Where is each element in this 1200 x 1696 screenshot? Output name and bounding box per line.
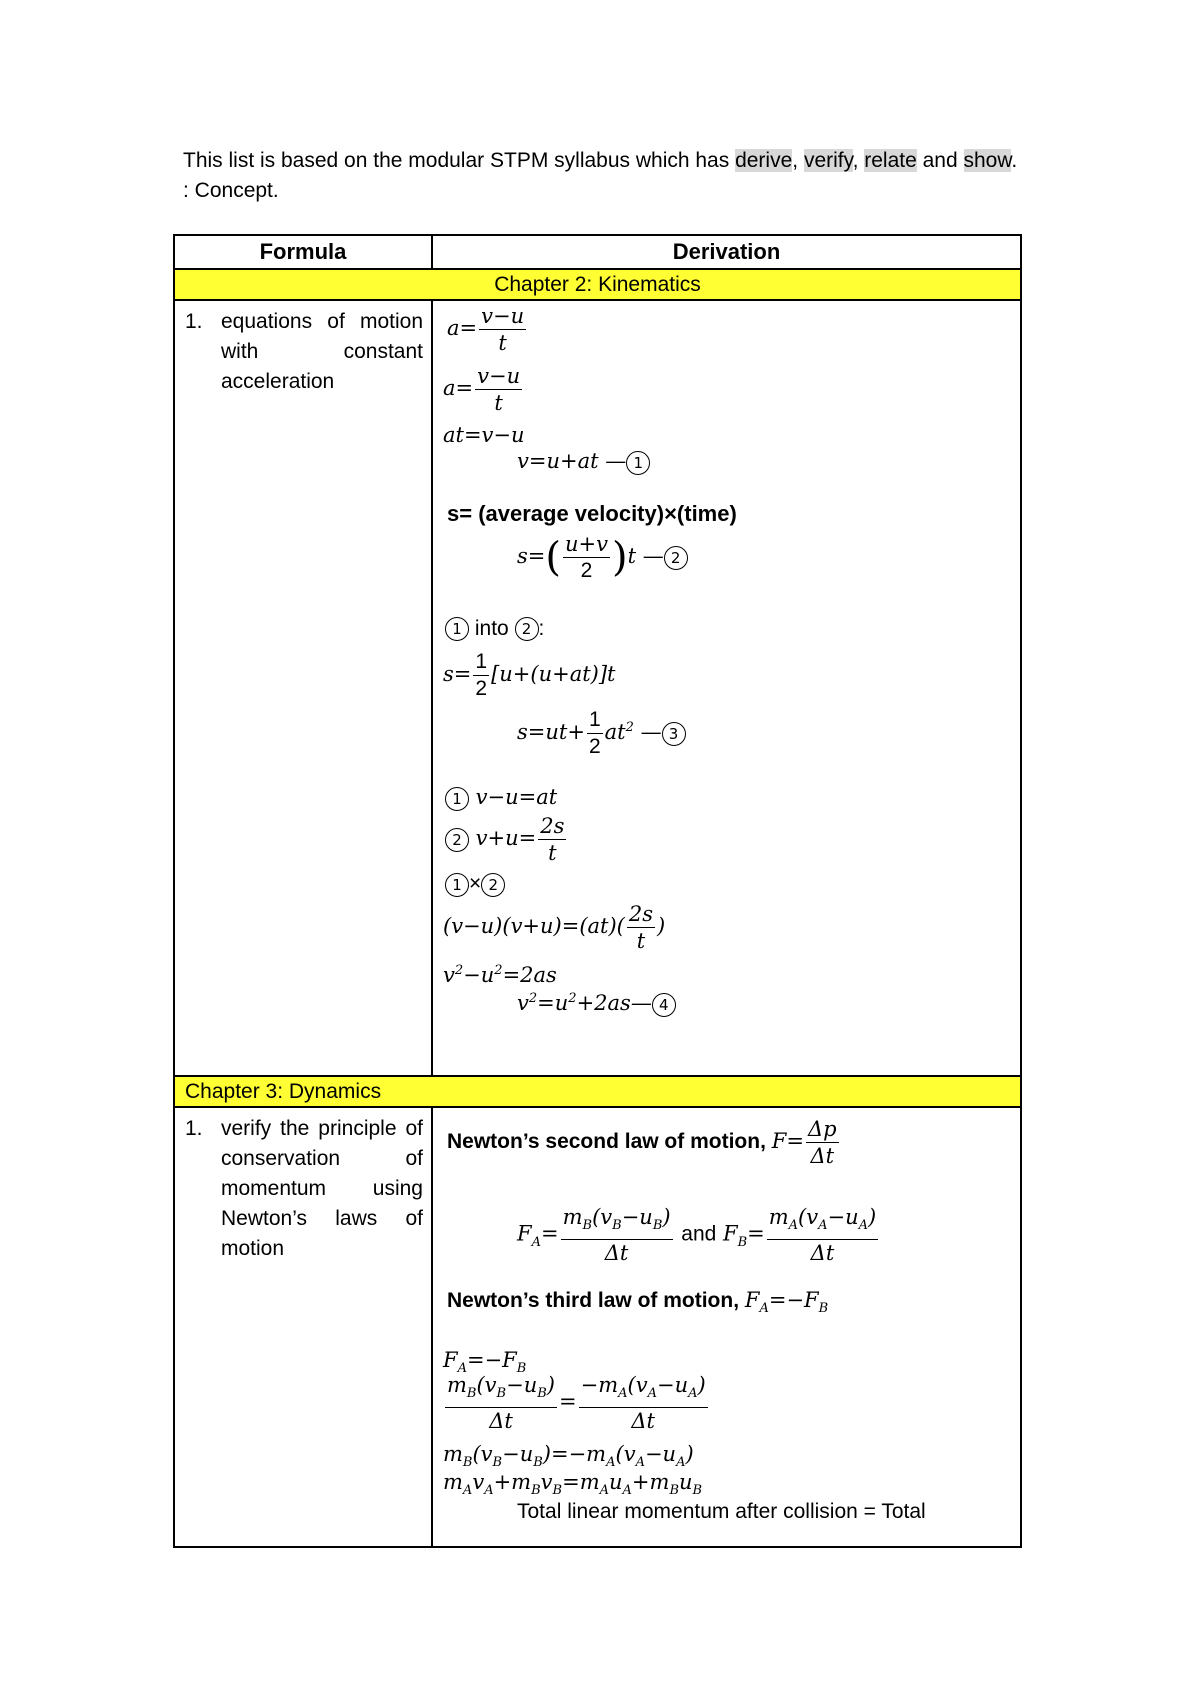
item-text: verify the principle of conservation of momentum using Newton’s laws of motion <box>221 1117 423 1260</box>
second-law-text: Newton’s second law of motion, <box>447 1130 766 1153</box>
formula-cell-kinematics <box>174 300 432 1076</box>
derivation-header: Derivation <box>432 235 1021 269</box>
circled-2-icon: 2 <box>481 873 505 897</box>
circled-3-icon: 3 <box>662 722 686 746</box>
second-law-line: Newton’s second law of motion, F= $\frac{\Delta p}{\Delta t}$ <box>447 1117 837 1168</box>
equation: $m_Av_A+m_Bv_B=m_Au_A+m_Bu_B$ <box>443 1470 703 1499</box>
substitution-line <box>445 617 544 641</box>
chapter-3-heading: Chapter 3: Dynamics <box>174 1076 1021 1107</box>
derivation-cell-dynamics <box>432 1107 1021 1547</box>
chapter-2-heading: Chapter 2: Kinematics <box>174 269 1021 300</box>
circled-4-icon: 4 <box>652 993 676 1017</box>
item-text: equations of motion with constant acceleration <box>221 310 423 393</box>
formula-table <box>173 234 1022 1548</box>
equation: a= $\frac{v-u}{t}$ <box>447 304 525 355</box>
equation: (v−u)(v+u)=(at)( $\frac{2s}{t}$ ) <box>443 902 666 953</box>
circled-2-icon: 2 <box>515 617 539 641</box>
into-text: into <box>474 617 509 640</box>
derivation-cell-kinematics <box>432 300 1021 1076</box>
equation-3: s=ut+ $\frac{1}{2}$ $at^2$ — 3 <box>517 707 686 760</box>
circled-2-icon: 2 <box>445 828 469 852</box>
formula-header: Formula <box>174 235 432 269</box>
intro-separator: , <box>792 149 804 172</box>
keyword-relate: relate <box>864 149 917 172</box>
concept-label: : Concept. <box>183 179 279 202</box>
equation: $\frac{m_B(v_B-u_B)}{\Delta t}$ = $\frac{-m_A(v_A-u_A)}{\Delta t}$ <box>447 1373 706 1434</box>
keyword-verify: verify <box>803 149 853 172</box>
colon: : <box>538 617 545 640</box>
formula-item <box>185 1114 423 1264</box>
equation: $F_A=-F_B$ <box>443 1348 527 1377</box>
equation: a= $\frac{v-u}{t}$ <box>443 364 521 415</box>
keyword-show: show <box>963 149 1012 172</box>
intro-text: and <box>916 149 964 172</box>
intro-separator: , <box>852 149 865 172</box>
equation: $m_B(v_B-u_B)=-m_A(v_A-u_A)$ <box>443 1442 694 1471</box>
circled-2-icon: 2 <box>664 546 688 570</box>
circled-1-icon: 1 <box>445 787 469 811</box>
third-law-line: Newton’s third law of motion, $F_A=-F_B$ <box>447 1288 829 1317</box>
total-momentum-text: Total linear momentum after collision = Total <box>517 1500 926 1523</box>
equation: 1 v−u=at <box>445 785 557 811</box>
equation-2: s=( $\frac{u+v}{2}$ )t — 2 <box>517 531 688 584</box>
formula-item <box>185 307 423 397</box>
intro-paragraph <box>183 146 1033 206</box>
keyword-derive: derive <box>735 149 793 172</box>
intro-text: This list is based on the modular STPM syllabus which has <box>183 149 736 172</box>
equation: 1 × 2 <box>445 871 505 897</box>
equation: 2 v+u= $\frac{2s}{t}$ <box>445 813 568 866</box>
circled-1-icon: 1 <box>626 451 650 475</box>
equation: at=v−u <box>443 423 525 447</box>
and-text: and <box>681 1222 717 1246</box>
intro-period: . <box>1011 149 1018 172</box>
circled-1-icon: 1 <box>445 617 469 641</box>
equation: s= $\frac{1}{2}$ [u+(u+at)]t <box>443 650 616 700</box>
average-velocity-line: s= (average velocity)×(time) <box>447 501 737 526</box>
force-equations: $F_A=$ $\frac{m_B(v_B-u_B)}{\Delta t}$ and $F_B=$ $\frac{m_A(v_A-u_A)}{\Delta t}$ <box>517 1205 877 1266</box>
circled-1-icon: 1 <box>445 873 469 897</box>
item-number: 1. <box>185 1117 203 1140</box>
third-law-text: Newton’s third law of motion, <box>447 1289 740 1312</box>
item-number: 1. <box>185 310 203 333</box>
equation-1: v=u+at — 1 <box>517 449 650 475</box>
equation: $v^2-u^2=2as$ <box>443 963 557 987</box>
formula-cell-dynamics <box>174 1107 432 1547</box>
equation-4: $v^2=u^2+2as—$ 4 <box>517 991 676 1017</box>
